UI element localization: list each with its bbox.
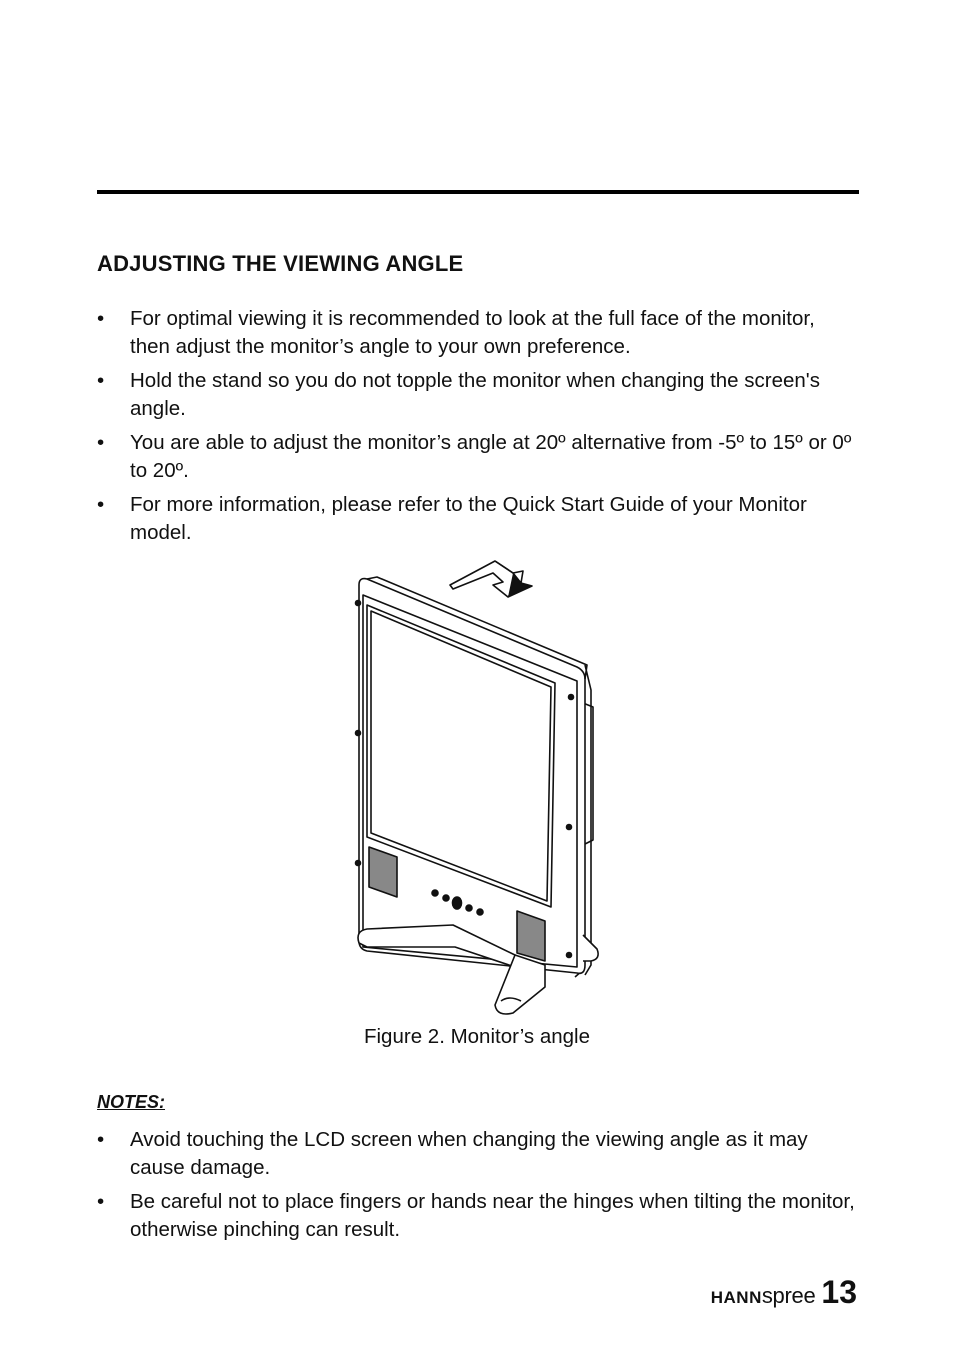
page-footer xyxy=(711,1274,857,1311)
figure-caption: Figure 2. Monitor’s angle xyxy=(363,1025,590,1048)
instruction-list xyxy=(97,305,859,553)
list-item-text: You are able to adjust the monitor’s angle at 20º alternative from -5º to 15º or 0º to 20º. xyxy=(130,431,852,482)
section-title: ADJUSTING THE VIEWING ANGLE xyxy=(97,251,464,276)
notes-heading: NOTES: xyxy=(97,1092,166,1112)
bullet-marker: • xyxy=(97,431,105,454)
bullet-marker: • xyxy=(97,369,105,392)
bullet-marker: • xyxy=(97,1190,105,1213)
header-rule xyxy=(97,190,859,194)
list-item-text: Hold the stand so you do not topple the monitor when changing the screen's angle. xyxy=(130,369,820,420)
monitor-tilt-figure xyxy=(345,555,615,1025)
list-item-text: Be careful not to place fingers or hands near the hinges when tilting the monitor, otherwise pinching can result. xyxy=(130,1190,855,1241)
monitor-illustration xyxy=(345,555,615,1025)
monitor-bezel xyxy=(359,579,585,974)
list-item xyxy=(97,305,859,361)
list-item-text: For more information, please refer to the Quick Start Guide of your Monitor model. xyxy=(130,493,807,544)
list-item xyxy=(97,1126,859,1182)
bullet-marker: • xyxy=(97,307,105,330)
bullet-marker: • xyxy=(97,493,105,516)
list-item xyxy=(97,429,859,485)
bullet-marker: • xyxy=(97,1128,105,1151)
list-item xyxy=(97,491,859,547)
notes-list xyxy=(97,1126,859,1250)
brand-logo-light: spree xyxy=(761,1283,816,1308)
list-item-text: For optimal viewing it is recommended to look at the full face of the monitor, then adjust the monitor’s angle to your own preference. xyxy=(130,307,815,358)
brand-logo-bold: HANN xyxy=(710,1288,762,1307)
list-item-text: Avoid touching the LCD screen when changing the viewing angle as it may cause damage. xyxy=(130,1128,808,1179)
page-number: 13 xyxy=(821,1274,857,1310)
list-item xyxy=(97,1188,859,1244)
list-item xyxy=(97,367,859,423)
